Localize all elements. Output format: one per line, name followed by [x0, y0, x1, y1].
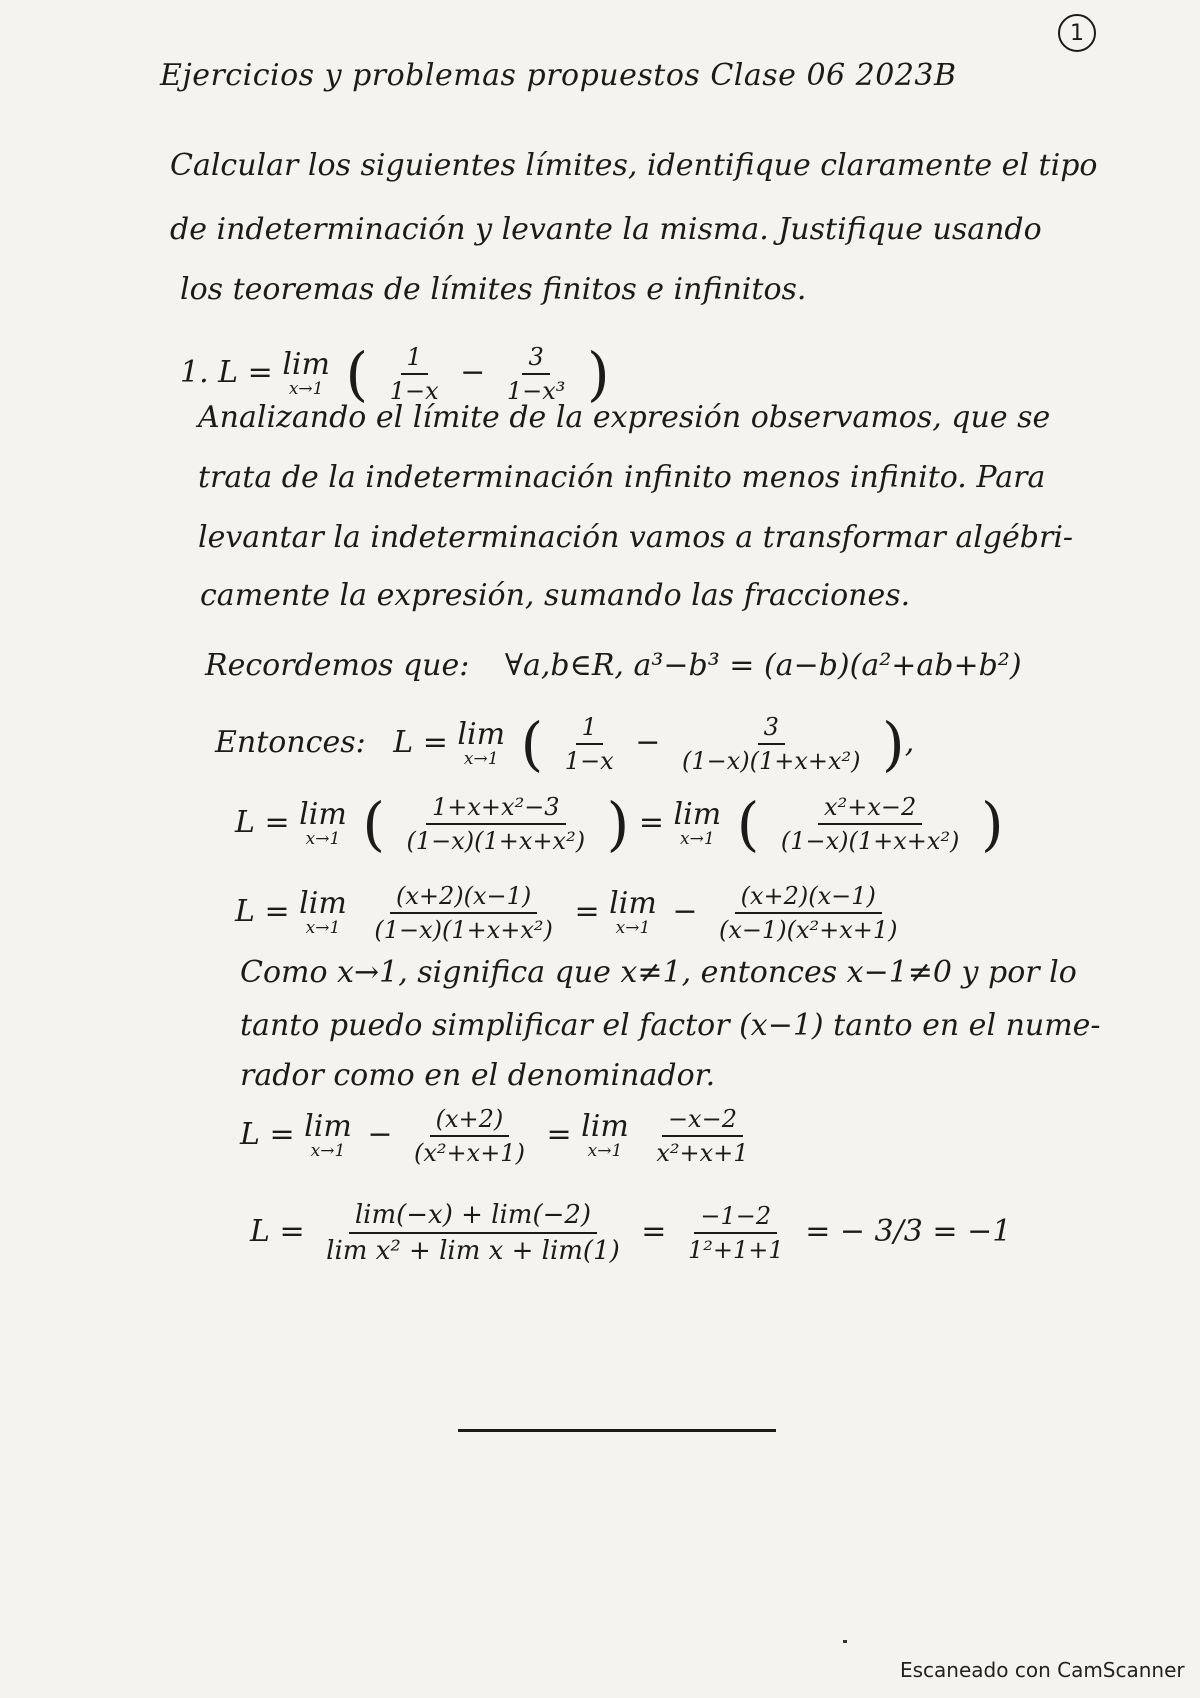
- step-1-prefix: Entonces:: [215, 725, 366, 760]
- fraction-numerator: 3: [758, 713, 785, 745]
- limit-operator: [609, 886, 657, 938]
- equals-sign: =: [638, 805, 664, 840]
- fraction-b: [650, 1105, 754, 1167]
- fraction-b: [713, 882, 904, 944]
- fraction-denominator: (x²+x+1): [414, 1139, 525, 1167]
- lim-text: lim: [304, 1109, 352, 1144]
- close-paren: ): [586, 340, 610, 408]
- limit-operator: [282, 347, 330, 399]
- equals-sign: =: [574, 894, 600, 929]
- problem-lhs: L =: [218, 355, 273, 390]
- analysis-line-1: Analizando el límite de la expresión observamos, que se: [198, 400, 1051, 435]
- lim-subscript: x→1: [615, 918, 651, 938]
- step-3: [235, 882, 910, 944]
- fraction-numerator: lim(−x) + lim(−2): [349, 1200, 597, 1234]
- fraction-a: [401, 793, 592, 855]
- lim-text: lim: [282, 347, 330, 382]
- fraction-numerator: x²+x−2: [818, 793, 922, 825]
- open-paren: (: [362, 790, 385, 858]
- evaluated-fraction: [682, 1202, 790, 1264]
- step-4: [240, 1105, 761, 1167]
- end-rule: [458, 1429, 776, 1432]
- limit-operator: [304, 1109, 352, 1161]
- fraction-2: [501, 343, 572, 405]
- explain-line-3: rador como en el denominador.: [240, 1058, 716, 1093]
- analysis-line-4: camente la expresión, sumando las fracciones.: [200, 578, 911, 613]
- lim-text: lim: [673, 797, 722, 832]
- lim-subscript: x→1: [679, 829, 715, 849]
- lim-text: lim: [299, 797, 347, 832]
- fraction-denominator: (1−x)(1+x+x²): [374, 916, 553, 944]
- fraction-denominator: (1−x)(1+x+x²): [681, 747, 861, 775]
- fraction-1-denominator: 1−x: [389, 377, 439, 405]
- step-4-lhs: L =: [240, 1117, 295, 1152]
- page-number: [1058, 14, 1096, 52]
- equals-sign: =: [546, 1117, 572, 1152]
- lim-text: lim: [609, 886, 657, 921]
- fraction-a: [368, 882, 559, 944]
- fraction-denominator: (1−x)(1+x+x²): [780, 827, 960, 855]
- fraction-denominator: (x−1)(x²+x+1): [719, 916, 898, 944]
- fraction-2-numerator: 3: [522, 343, 549, 375]
- close-paren: ): [606, 790, 630, 858]
- step-1: [215, 710, 914, 778]
- step-5-lhs: L =: [250, 1214, 305, 1249]
- fraction-numerator: −1−2: [694, 1202, 777, 1234]
- limit-operator: [673, 797, 722, 849]
- fraction-numerator: (x+2)(x−1): [390, 882, 537, 914]
- negative-sign: −: [367, 1117, 393, 1152]
- fraction-denominator: (1−x)(1+x+x²): [406, 827, 586, 855]
- open-paren: (: [736, 790, 760, 858]
- lim-subscript: x→1: [310, 1141, 346, 1161]
- lim-text: lim: [457, 717, 506, 752]
- explain-line-2: tanto puedo simplificar el factor (x−1) tanto en el nume-: [240, 1008, 1101, 1043]
- intro-line-3: los teoremas de límites finitos e infinitos.: [180, 272, 807, 307]
- lim-subscript: x→1: [587, 1141, 623, 1161]
- recall-text: Recordemos que:: [205, 648, 470, 683]
- fraction-2-denominator: 1−x³: [506, 377, 566, 405]
- equals-sign: =: [805, 1214, 831, 1249]
- lim-subscript: x→1: [463, 749, 499, 769]
- equals-sign: =: [641, 1214, 667, 1249]
- problem-label: 1.: [180, 355, 209, 390]
- limit-operator: [457, 717, 506, 769]
- step-5: [250, 1200, 1011, 1266]
- fraction-denominator: x²+x+1: [656, 1139, 749, 1167]
- limit-operator: [299, 797, 347, 849]
- intro-line-2: de indeterminación y levante la misma. Justifique usando: [170, 212, 1042, 247]
- lim-text: lim: [581, 1109, 629, 1144]
- analysis-line-3: levantar la indeterminación vamos a transformar algébri-: [198, 520, 1074, 555]
- close-paren: ): [882, 710, 905, 778]
- comma: ,: [904, 725, 915, 760]
- fraction-b: [775, 793, 966, 855]
- lim-subscript: x→1: [305, 829, 341, 849]
- fraction-a: [408, 1105, 531, 1167]
- problem-1: [180, 340, 610, 408]
- close-paren: ): [980, 790, 1004, 858]
- open-paren: (: [345, 340, 369, 408]
- page-number-text: 1: [1070, 20, 1084, 46]
- step-2: [235, 790, 1004, 858]
- fraction-numerator: 1: [576, 713, 603, 745]
- camscanner-watermark: Escaneado con CamScanner: [900, 1658, 1185, 1682]
- lim-subscript: x→1: [305, 918, 341, 938]
- fraction-1: [559, 713, 620, 775]
- fraction-denominator: 1−x: [564, 747, 614, 775]
- final-result: −1: [967, 1214, 1012, 1249]
- limit-operator: [581, 1109, 629, 1161]
- cube-identity: ∀a,b∈R, a³−b³ = (a−b)(a²+ab+b²): [504, 648, 1022, 683]
- intro-line-1: Calcular los siguientes límites, identifique claramente el tipo: [170, 148, 1098, 183]
- lim-subscript: x→1: [288, 379, 324, 399]
- explain-line-1: Como x→1, significa que x≠1, entonces x−1≠0 y por lo: [240, 955, 1077, 990]
- page-header: Ejercicios y problemas propuestos Clase 06 2023B: [160, 58, 957, 93]
- analysis-line-2: trata de la indeterminación infinito menos infinito. Para: [198, 460, 1046, 495]
- fraction-numerator: 1+x+x²−3: [426, 793, 566, 825]
- fraction-numerator: (x+2): [430, 1105, 510, 1137]
- minus-sign: −: [460, 355, 486, 390]
- step-2-lhs: L =: [235, 805, 290, 840]
- step-1-lhs: L =: [393, 725, 448, 760]
- fraction-2: [676, 713, 867, 775]
- minus-sign: −: [635, 725, 661, 760]
- open-paren: (: [520, 710, 544, 778]
- fraction-numerator: (x+2)(x−1): [735, 882, 882, 914]
- scan-speck: [843, 1640, 847, 1643]
- fraction-1-numerator: 1: [401, 343, 428, 375]
- recall-line: [205, 648, 1022, 683]
- equals-sign: =: [932, 1214, 958, 1249]
- fraction-denominator: 1²+1+1: [687, 1236, 784, 1264]
- fraction-numerator: −x−2: [662, 1105, 743, 1137]
- fraction-denominator: lim x² + lim x + lim(1): [326, 1236, 620, 1266]
- limits-fraction: [320, 1200, 626, 1266]
- step-3-lhs: L =: [235, 894, 290, 929]
- reduced-fraction: − 3/3: [839, 1214, 923, 1249]
- lim-text: lim: [299, 886, 347, 921]
- negative-sign: −: [672, 894, 698, 929]
- fraction-1: [384, 343, 445, 405]
- limit-operator: [299, 886, 347, 938]
